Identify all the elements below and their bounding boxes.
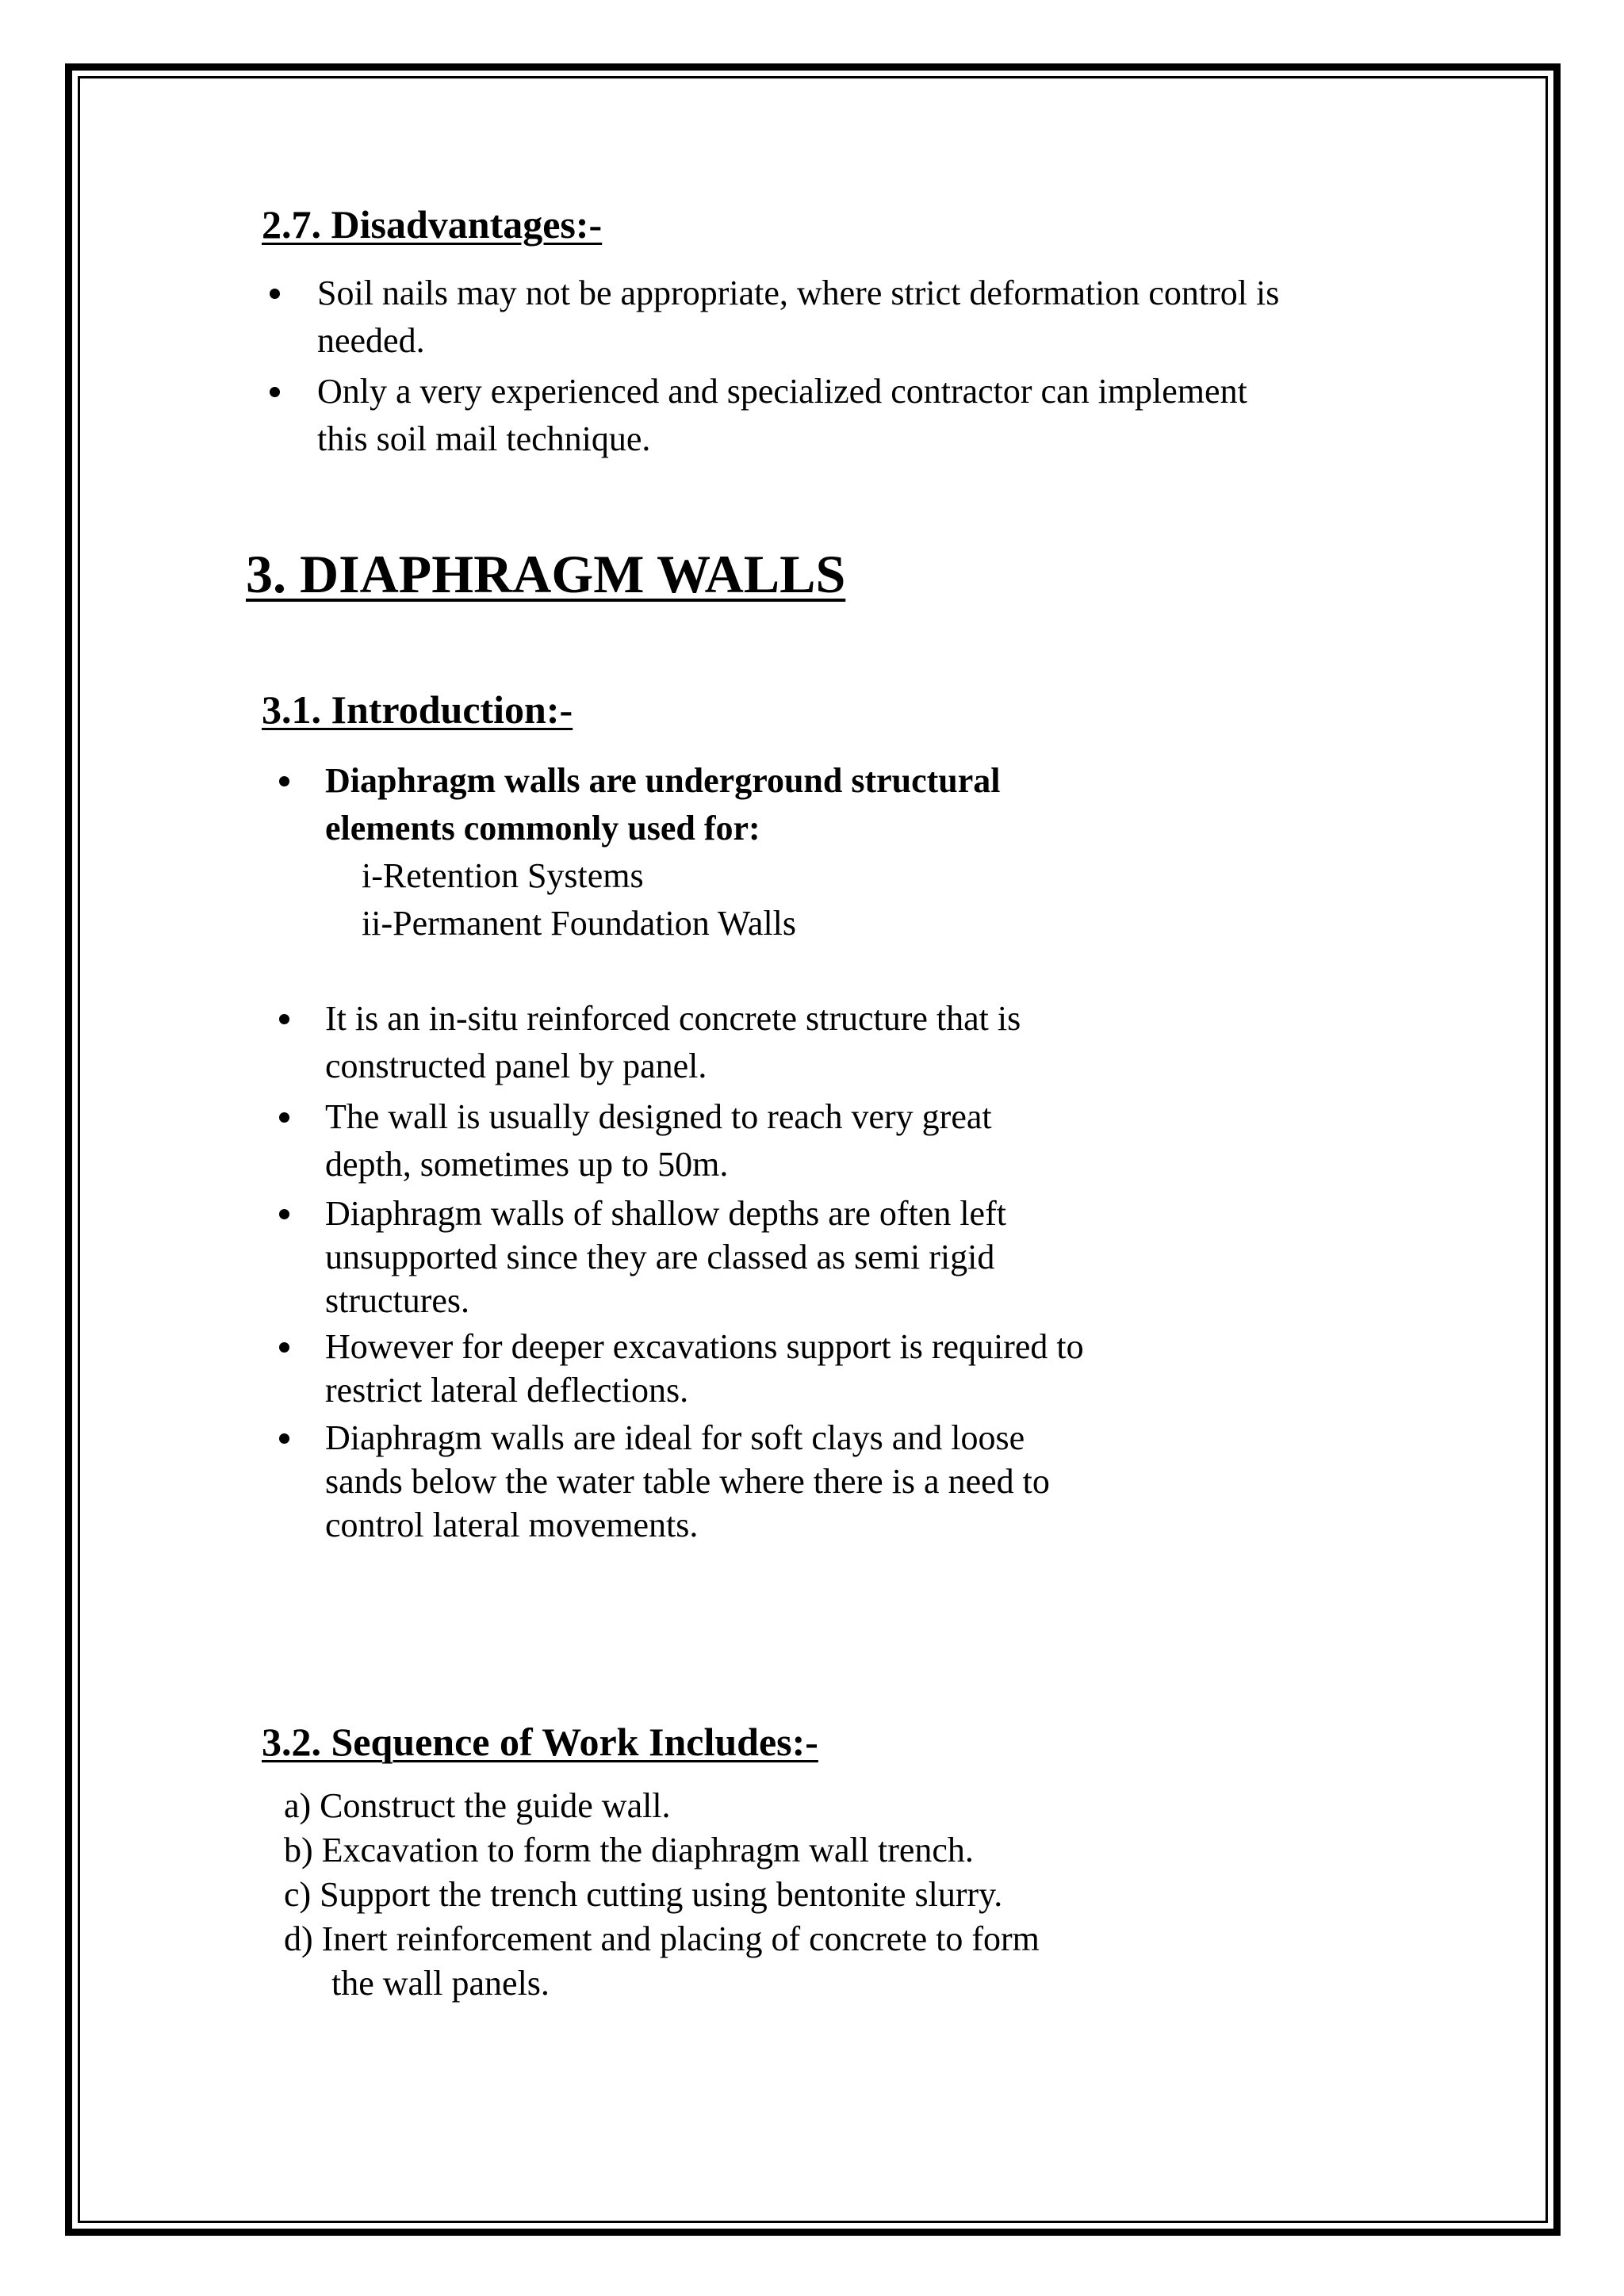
bullet-icon [279, 1014, 289, 1024]
heading-sequence-of-work: 3.2. Sequence of Work Includes:- [262, 1720, 818, 1764]
list-item: a) Construct the guide wall. [284, 1786, 671, 1825]
list-item-line: Soil nails may not be appropriate, where strict deformation control is [317, 274, 1280, 312]
bullet-icon [279, 1433, 289, 1444]
bullet-icon [270, 289, 280, 299]
list-item-line: It is an in-situ reinforced concrete structure that is [325, 999, 1021, 1038]
heading-introduction: 3.1. Introduction:- [262, 687, 573, 732]
list-item-line: Diaphragm walls are underground structural [325, 761, 1001, 800]
list-item-line: depth, sometimes up to 50m. [325, 1145, 729, 1184]
list-item-line: Only a very experienced and specialized contractor can implement [317, 372, 1247, 411]
heading-diaphragm-walls: 3. DIAPHRAGM WALLS [246, 544, 846, 604]
list-item-line: restrict lateral deflections. [325, 1371, 689, 1410]
list-item-line: However for deeper excavations support is required to [325, 1327, 1084, 1366]
list-item-line: structures. [325, 1281, 470, 1320]
list-item-line: control lateral movements. [325, 1506, 699, 1544]
sequence-list [284, 1784, 1040, 2006]
list-item-line: needed. [317, 321, 425, 360]
bullet-icon [279, 1112, 289, 1123]
list-item: d) Inert reinforcement and placing of concrete to form [284, 1919, 1040, 1958]
list-item-line: Diaphragm walls of shallow depths are often left [325, 1194, 1006, 1233]
list-item-line: this soil mail technique. [317, 419, 651, 458]
list-item-line: elements commonly used for: [325, 809, 760, 848]
bullet-icon [279, 1209, 289, 1219]
list-item-line: Diaphragm walls are ideal for soft clays and loose [325, 1418, 1025, 1457]
bullet-icon [279, 776, 289, 786]
list-item: b) Excavation to form the diaphragm wall trench. [284, 1831, 974, 1869]
list-item-line: unsupported since they are classed as semi rigid [325, 1238, 995, 1276]
sub-item-line: ii-Permanent Foundation Walls [362, 904, 797, 943]
list-item-line: constructed panel by panel. [325, 1047, 707, 1085]
heading-disadvantages: 2.7. Disadvantages:- [262, 202, 603, 247]
list-item: c) Support the trench cutting using bentonite slurry. [284, 1875, 1003, 1914]
sub-item-line: i-Retention Systems [362, 856, 644, 895]
bullet-icon [279, 1342, 289, 1353]
list-item-continuation: the wall panels. [331, 1964, 550, 2003]
list-item-line: The wall is usually designed to reach very great [325, 1097, 992, 1136]
list-item-line: sands below the water table where there is a need to [325, 1462, 1050, 1501]
bullet-icon [270, 387, 280, 397]
